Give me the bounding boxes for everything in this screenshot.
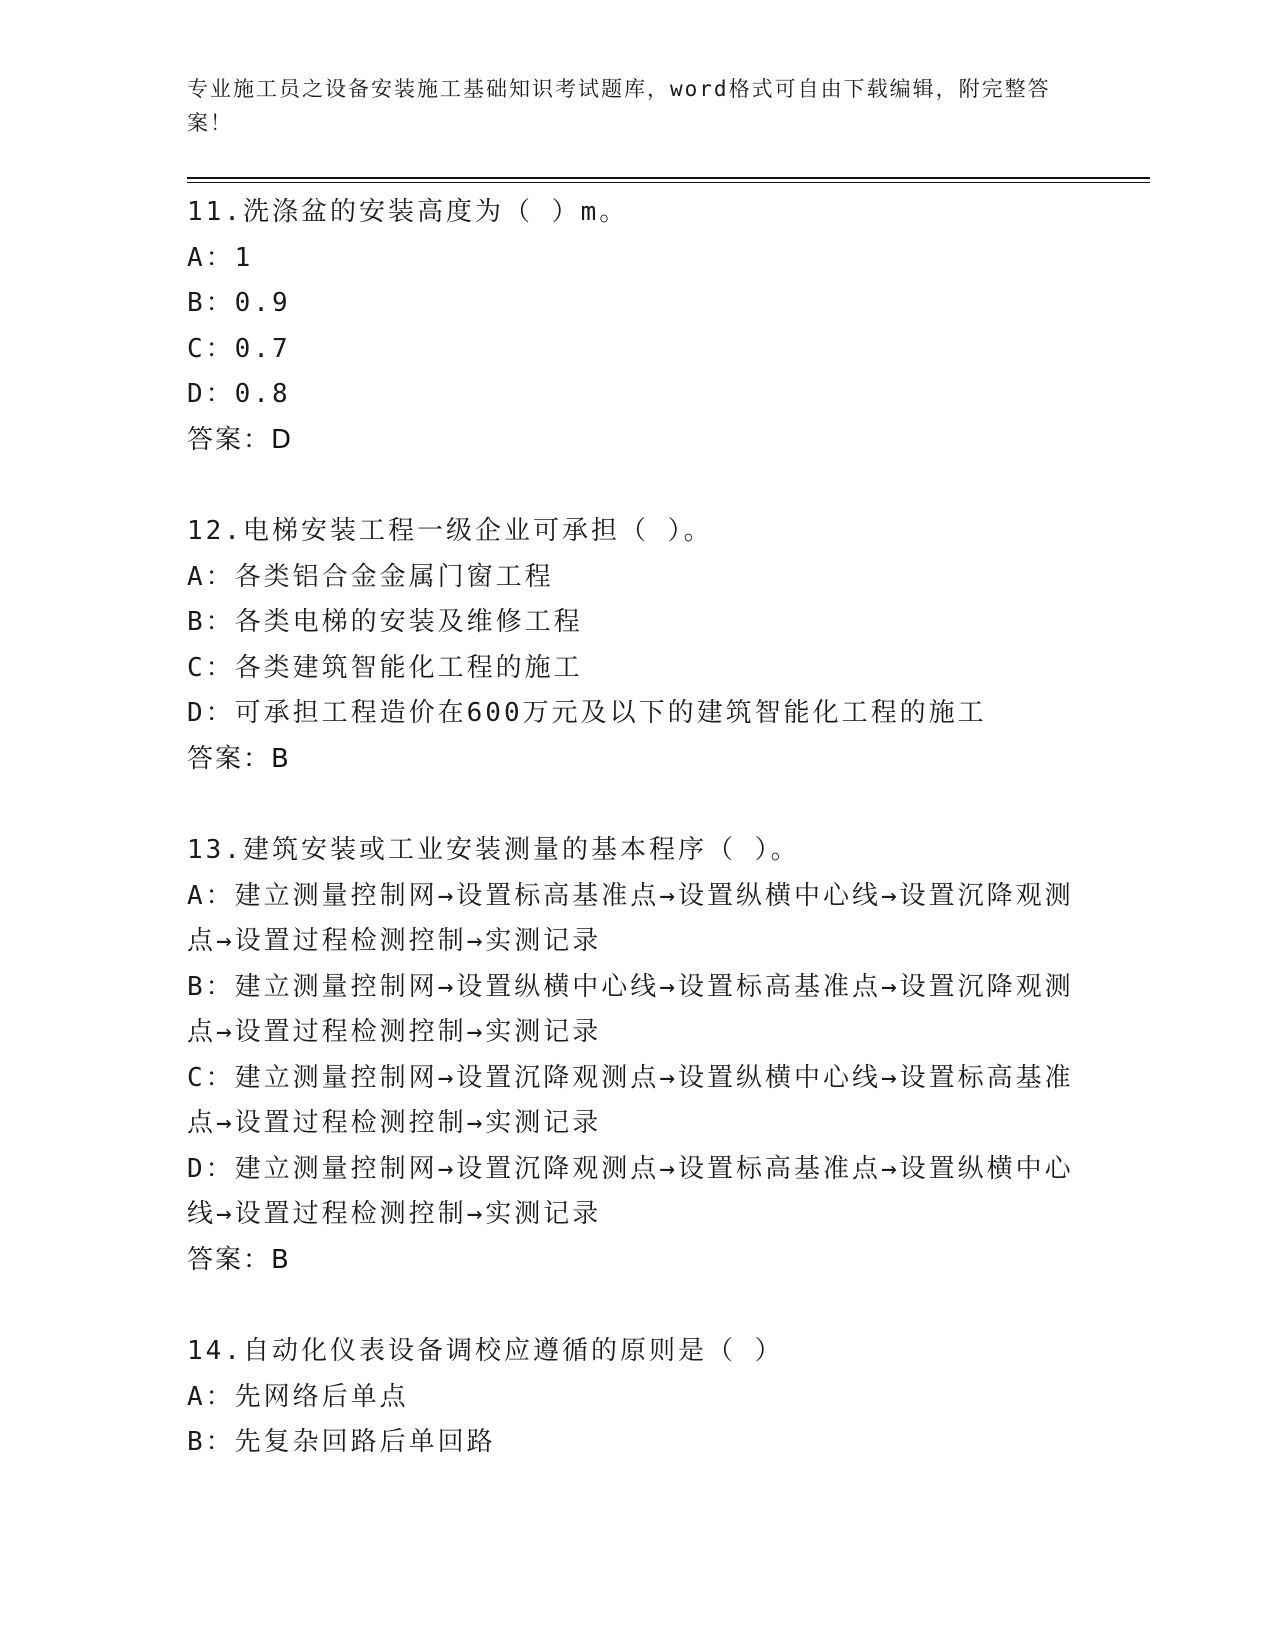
answer-line: 答案：D [187, 424, 294, 455]
header-divider-thick [187, 177, 1150, 179]
answer-line: 答案：B [187, 743, 291, 774]
question-stem: 13.建筑安装或工业安装测量的基本程序（ ）。 [187, 835, 800, 865]
option-d: D：建立测量控制网→设置沉降观测点→设置标高基准点→设置纵横中心线→设置过程检测控制→实测记录 [187, 1153, 1074, 1229]
document-header: 专业施工员之设备安装施工基础知识考试题库，word格式可自由下载编辑，附完整答案！ [187, 77, 1051, 135]
option-b: B：0.9 [187, 288, 291, 318]
option-a: A：1 [187, 242, 254, 273]
option-b: B：建立测量控制网→设置纵横中心线→设置标高基准点→设置沉降观测点→设置过程检测控制→实测记录 [187, 971, 1074, 1047]
question-14 [187, 1329, 1087, 1466]
option-d: D：0.8 [187, 379, 291, 409]
question-list [187, 190, 1087, 1512]
option-a: A：建立测量控制网→设置标高基准点→设置纵横中心线→设置沉降观测点→设置过程检测控制→实测记录 [187, 880, 1074, 956]
question-11 [187, 190, 1087, 463]
question-12 [187, 509, 1087, 782]
option-c: C：建立测量控制网→设置沉降观测点→设置纵横中心线→设置标高基准点→设置过程检测控制→实测记录 [187, 1062, 1074, 1138]
option-c: C：0.7 [187, 333, 291, 364]
question-stem: 14.自动化仪表设备调校应遵循的原则是（ ） [187, 1336, 784, 1366]
option-a: A：各类铝合金金属门窗工程 [187, 561, 554, 592]
question-13 [187, 828, 1087, 1283]
option-b: B：各类电梯的安装及维修工程 [187, 607, 583, 637]
question-stem: 12.电梯安装工程一级企业可承担（ ）。 [187, 516, 713, 546]
option-a: A：先网络后单点 [187, 1381, 409, 1412]
option-d: D：可承担工程造价在600万元及以下的建筑智能化工程的施工 [187, 698, 987, 728]
option-b: B：先复杂回路后单回路 [187, 1427, 496, 1457]
header-divider-thin [187, 182, 1150, 183]
answer-line: 答案：B [187, 1244, 291, 1275]
option-c: C：各类建筑智能化工程的施工 [187, 652, 583, 683]
question-stem: 11.洗涤盆的安装高度为（ ）m。 [187, 197, 629, 227]
